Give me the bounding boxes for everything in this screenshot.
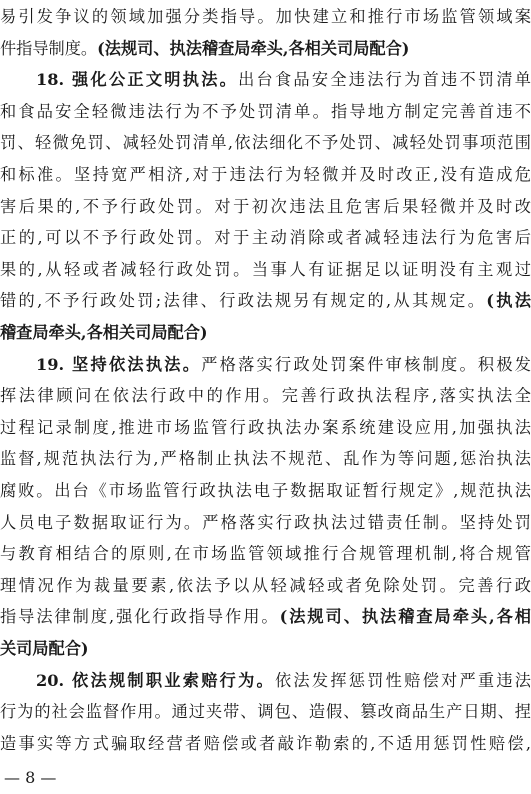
text-line	[0, 634, 531, 664]
regular-text: 腐败。出台《市场监管行政执法电子数据取证暂行规定》,规范执法	[0, 481, 531, 500]
bold-text: 18. 强化公正文明执法。	[36, 70, 239, 90]
regular-text: 挥法律顾问在依法行政中的作用。完善行政执法程序,落实执法全	[0, 386, 531, 406]
regular-text: 人员电子数据取证行为。严格落实行政执法过错责任制。坚持处罚	[0, 512, 531, 532]
regular-text: 监督,规范执法行为,严格制止执法不规范、乱作为等问题,惩治执法	[0, 449, 531, 469]
text-line	[36, 350, 531, 380]
bold-text: 20. 依法规制职业索赔行为。	[36, 670, 275, 690]
regular-text: 易引发争议的领域加强分类指导。加快建立和推行市场监管领域案	[0, 7, 531, 26]
text-line	[0, 444, 531, 474]
text-line	[0, 602, 531, 632]
regular-text: 出台食品安全违法行为首违不罚清单	[238, 70, 531, 90]
regular-text: 造事实等方式骗取经营者赔偿或者敲诈勒索的,不适用惩罚性赔偿,	[0, 733, 531, 753]
text-line	[0, 34, 531, 64]
regular-text: 严格落实行政处罚案件审核制度。积极发	[201, 354, 531, 374]
regular-text: 果的,从轻或者减轻行政处罚。当事人有证据足以证明没有主观过	[0, 259, 531, 279]
text-line	[0, 192, 531, 222]
text-line	[0, 539, 531, 569]
bold-text: (执法	[486, 291, 531, 311]
text-line	[36, 65, 531, 95]
text-line	[0, 381, 531, 411]
page-number: — 8 —	[4, 768, 57, 787]
text-line	[0, 476, 531, 506]
bold-text: (法规司、执法稽查局牵头,各相关司局配合)	[97, 38, 410, 58]
text-line	[0, 697, 531, 727]
regular-text: 和标准。坚持宽严相济,对于违法行为轻微并及时改正,没有造成危	[0, 165, 531, 184]
text-line	[0, 571, 531, 601]
text-line	[0, 413, 531, 443]
regular-text: 正的,可以不予行政处罚。对于主动消除或者减轻违法行为危害后	[0, 228, 531, 248]
regular-text: 依法发挥惩罚性赔偿对严重违法	[274, 670, 531, 690]
text-line	[0, 508, 531, 538]
text-line	[36, 666, 531, 696]
text-line	[0, 286, 531, 316]
bold-text: (法规司、执法稽查局牵头,各相	[279, 607, 531, 627]
text-line	[0, 318, 531, 348]
regular-text: 件指导制度。	[0, 38, 98, 58]
regular-text: 和食品安全轻微违法行为不予处罚清单。指导地方制定完善首违不	[0, 101, 531, 121]
regular-text: 与教育相结合的原则,在市场监管领域推行合规管理机制,将合规管	[0, 544, 531, 564]
bold-text: 稽查局牵头,各相关司局配合)	[0, 323, 208, 342]
bold-text: 关司局配合)	[0, 639, 89, 658]
text-line	[0, 729, 531, 759]
text-line	[0, 223, 531, 253]
regular-text: 行为的社会监督作用。通过夹带、调包、造假、篡改商品生产日期、捏	[0, 702, 531, 722]
regular-text: 过程记录制度,推进市场监管行政执法办案系统建设应用,加强执法	[0, 417, 531, 437]
regular-text: 害后果的,不予行政处罚。对于初次违法且危害后果轻微并及时改	[0, 196, 531, 216]
regular-text: 罚、轻微免罚、减轻处罚清单,依法细化不予处罚、减轻处罚事项范围	[0, 133, 531, 153]
regular-text: 指导法律制度,强化行政指导作用。	[0, 607, 280, 627]
text-line	[0, 255, 531, 285]
text-line	[0, 128, 531, 158]
text-line	[0, 97, 531, 127]
regular-text: 错的,不予行政处罚;法律、行政法规另有规定的,从其规定。	[0, 291, 487, 311]
text-line	[0, 160, 531, 190]
text-line	[0, 2, 531, 32]
bold-text: 19. 坚持依法执法。	[36, 354, 202, 374]
regular-text: 理情况作为裁量要素,依法予以从轻减轻或者免除处罚。完善行政	[0, 575, 531, 595]
